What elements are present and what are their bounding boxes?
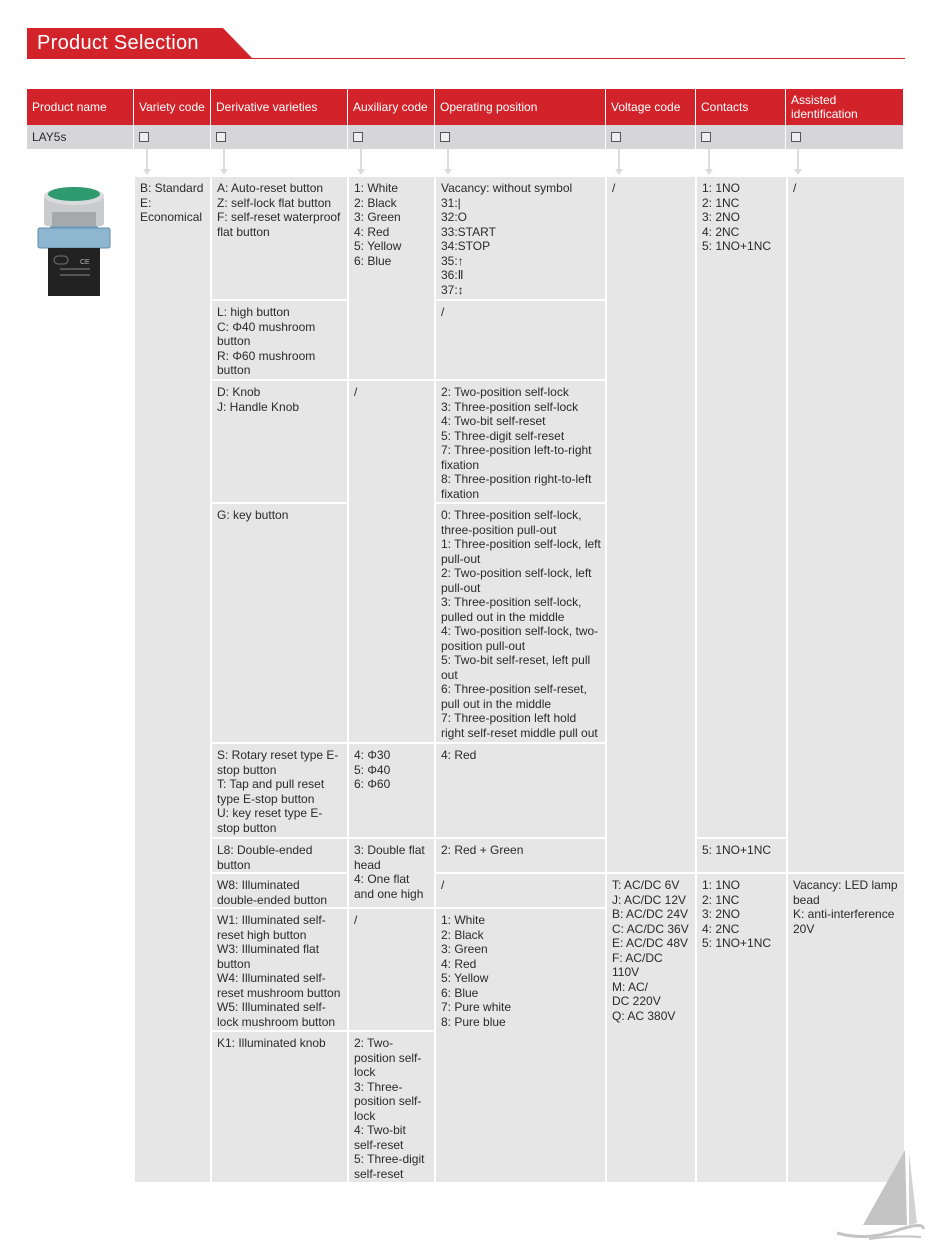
header-operating-position: Operating position bbox=[435, 89, 606, 125]
checkbox-square-icon bbox=[611, 132, 621, 142]
operating-position-cell: 4: Red bbox=[436, 744, 605, 837]
derivative-cell: W8: Illuminated double-ended button bbox=[212, 874, 347, 907]
auxiliary-code-cell: / bbox=[349, 381, 434, 742]
assisted-identification-cell: Vacancy: LED lamp bead K: anti-interference 20V bbox=[788, 874, 904, 1182]
contacts-cell: 1: 1NO 2: 1NC 3: 2NO 4: 2NC 5: 1NO+1NC bbox=[697, 874, 786, 1182]
operating-position-cell: / bbox=[436, 301, 605, 379]
arrow-down-icon bbox=[708, 149, 710, 173]
checkbox-square-icon bbox=[440, 132, 450, 142]
code-slot-variety bbox=[134, 125, 211, 149]
section-title: Product Selection bbox=[37, 32, 199, 54]
arrow-down-icon bbox=[797, 149, 799, 173]
contacts-cell: 1: 1NO 2: 1NC 3: 2NO 4: 2NC 5: 1NO+1NC bbox=[697, 177, 786, 837]
operating-position-cell: 2: Two-position self-lock 3: Three-position self-lock 4: Two-bit self-reset 5: Three-digit self-reset 7: Three-position left-to-right fixation 8: Three-position right-to-left fixation bbox=[436, 381, 605, 502]
operating-position-cell: 0: Three-position self-lock, three-position pull-out 1: Three-position self-lock, left pull-out 2: Two-position self-lock, left pull-out 3: Three-position self-lock, pulled out in the middle 4: Two-position self-lock, two-position pull-out 5: Two-bit self-reset, left pull out 6: Three-position self-reset, pull out in the middle 7: Three-position left hold right self-reset middle pull out bbox=[436, 504, 605, 742]
header-assisted-identification: Assisted identification bbox=[786, 89, 903, 125]
derivative-cell: L: high button C: Φ40 mushroom button R: Φ60 mushroom button bbox=[212, 301, 347, 379]
derivative-cell: L8: Double-ended button bbox=[212, 839, 347, 872]
table-header-row bbox=[27, 89, 904, 125]
auxiliary-code-cell: 3: Double flat head 4: One flat and one high bbox=[349, 839, 434, 907]
derivative-cell: G: key button bbox=[212, 504, 347, 742]
voltage-code-cell: T: AC/DC 6V J: AC/DC 12V B: AC/DC 24V C: AC/DC 36V E: AC/DC 48V F: AC/DC 110V M: AC/ DC 220V Q: AC 380V bbox=[607, 874, 695, 1182]
code-slot-operating bbox=[435, 125, 606, 149]
header-voltage-code: Voltage code bbox=[606, 89, 696, 125]
product-model-name: LAY5s bbox=[27, 125, 134, 149]
derivative-cell: K1: Illuminated knob bbox=[212, 1032, 347, 1182]
variety-code-cell: B: Standard E: Economical bbox=[135, 177, 210, 1182]
checkbox-square-icon bbox=[139, 132, 149, 142]
arrow-down-icon bbox=[360, 149, 362, 173]
contacts-cell: 5: 1NO+1NC bbox=[697, 839, 786, 872]
checkbox-square-icon bbox=[701, 132, 711, 142]
arrow-down-icon bbox=[223, 149, 225, 173]
product-photo bbox=[30, 182, 118, 300]
header-contacts: Contacts bbox=[696, 89, 786, 125]
arrow-down-icon bbox=[447, 149, 449, 173]
voltage-code-cell: / bbox=[607, 177, 695, 872]
derivative-cell: A: Auto-reset button Z: self-lock flat button F: self-reset waterproof flat button bbox=[212, 177, 347, 299]
title-underline bbox=[27, 58, 905, 59]
model-code-row bbox=[27, 125, 904, 149]
auxiliary-code-cell: / bbox=[349, 909, 434, 1030]
derivative-cell: D: Knob J: Handle Knob bbox=[212, 381, 347, 502]
auxiliary-code-cell: 2: Two-position self-lock 3: Three-position self-lock 4: Two-bit self-reset 5: Three-digit self-reset bbox=[349, 1032, 434, 1182]
header-auxiliary-code: Auxiliary code bbox=[348, 89, 435, 125]
code-slot-assisted bbox=[786, 125, 903, 149]
code-slot-voltage bbox=[606, 125, 696, 149]
assisted-identification-cell: / bbox=[788, 177, 904, 872]
operating-position-cell: 2: Red + Green bbox=[436, 839, 605, 872]
sailboat-logo-icon bbox=[835, 1145, 925, 1245]
code-slot-auxiliary bbox=[348, 125, 435, 149]
selection-table-body bbox=[135, 177, 904, 1182]
code-slot-derivative bbox=[211, 125, 348, 149]
checkbox-square-icon bbox=[353, 132, 363, 142]
arrow-down-icon bbox=[618, 149, 620, 173]
operating-position-cell: / bbox=[436, 874, 605, 907]
arrow-down-icon bbox=[146, 149, 148, 173]
auxiliary-code-cell: 1: White 2: Black 3: Green 4: Red 5: Yellow 6: Blue bbox=[349, 177, 434, 379]
checkbox-square-icon bbox=[216, 132, 226, 142]
operating-position-cell: 1: White 2: Black 3: Green 4: Red 5: Yellow 6: Blue 7: Pure white 8: Pure blue bbox=[436, 909, 605, 1182]
header-variety-code: Variety code bbox=[134, 89, 211, 125]
derivative-cell: W1: Illuminated self-reset high button W3: Illuminated flat button W4: Illuminated self-reset mushroom button W5: Illuminated self-lock mushroom button bbox=[212, 909, 347, 1030]
svg-text:CE: CE bbox=[80, 259, 90, 266]
header-product-name: Product name bbox=[27, 89, 134, 125]
code-slot-contacts bbox=[696, 125, 786, 149]
auxiliary-code-cell: 4: Φ30 5: Φ40 6: Φ60 bbox=[349, 744, 434, 837]
checkbox-square-icon bbox=[791, 132, 801, 142]
derivative-cell: S: Rotary reset type E-stop button T: Tap and pull reset type E-stop button U: key reset type E-stop button bbox=[212, 744, 347, 837]
header-derivative-varieties: Derivative varieties bbox=[211, 89, 348, 125]
section-title-banner bbox=[27, 28, 253, 59]
operating-position-cell: Vacancy: without symbol 31:| 32:O 33:START 34:STOP 35:↑ 36:Ⅱ 37:↕ bbox=[436, 177, 605, 299]
